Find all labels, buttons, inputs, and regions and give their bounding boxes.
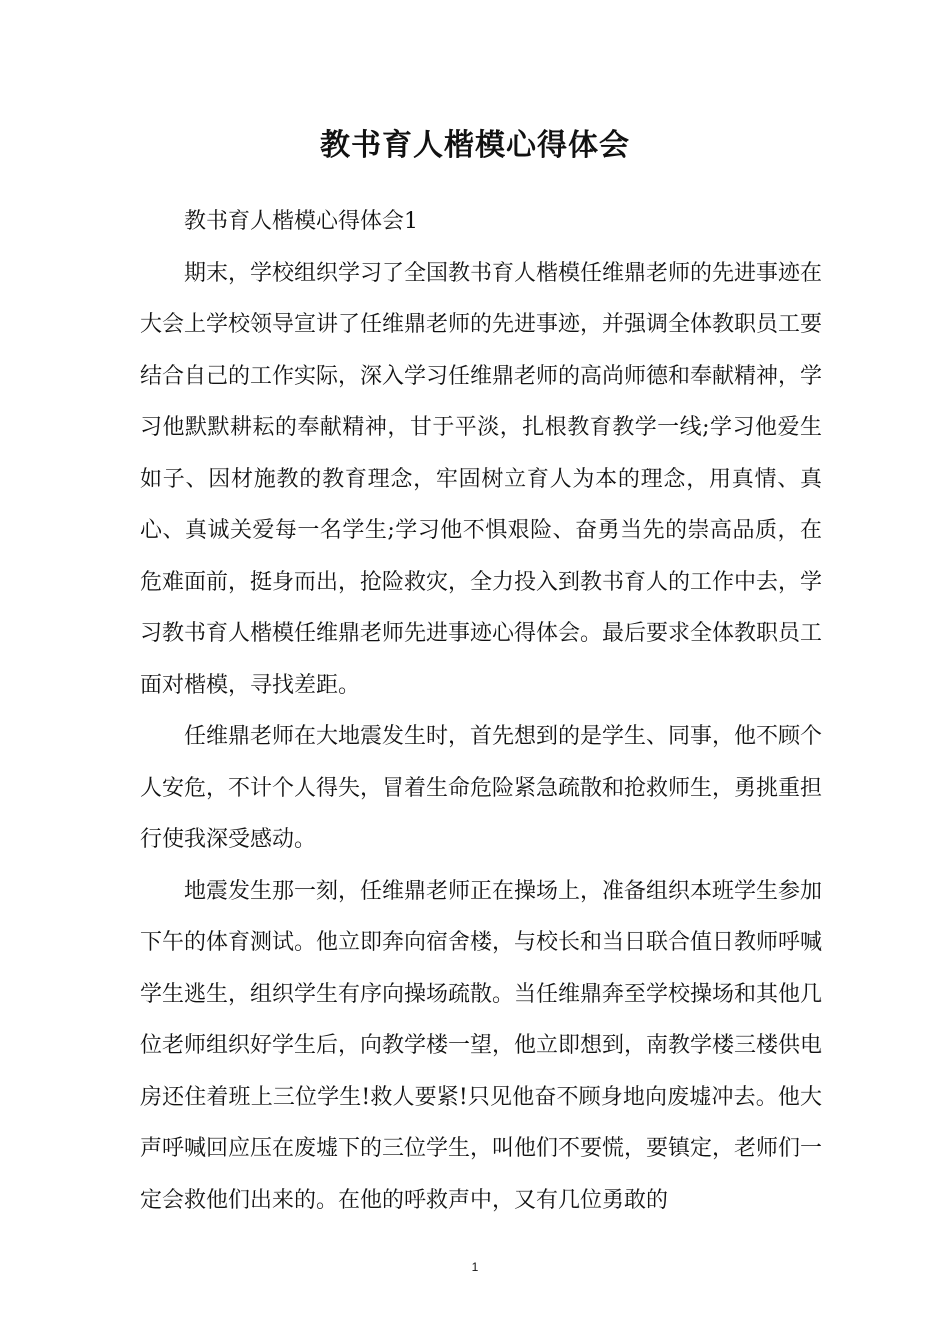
paragraph: 期末，学校组织学习了全国教书育人楷模任维鼎老师的先进事迹在大会上学校领导宣讲了任维鼎老师的先进事迹，并强调全体教职员工要结合自己的工作实际，深入学习任维鼎老师的高尚师德和奉献精神，学习他默默耕耘的奉献精神，甘于平淡，扎根教育教学一线;学习他爱生如子、因材施教的教育理念，牢固树立育人为本的理念，用真情、真心、真诚关爱每一名学生;学习他不惧艰险、奋勇当先的崇高品质，在危难面前，挺身而出，抢险救灾，全力投入到教书育人的工作中去，学习教书育人楷模任维鼎老师先进事迹心得体会。最后要求全体教职员工面对楷模，寻找差距。 — [140, 260, 823, 698]
document-body — [140, 196, 822, 1226]
document-title: 教书育人楷模心得体会 — [320, 128, 630, 163]
paragraph: 任维鼎老师在大地震发生时，首先想到的是学生、同事，他不顾个人安危，不计个人得失，冒着生命危险紧急疏散和抢救师生，勇挑重担行使我深受感动。 — [140, 724, 823, 852]
paragraph: 地震发生那一刻，任维鼎老师正在操场上，准备组织本班学生参加下午的体育测试。他立即奔向宿舍楼，与校长和当日联合值日教师呼喊学生逃生，组织学生有序向操场疏散。当任维鼎奔至学校操场和其他几位老师组织好学生后，向教学楼一望，他立即想到，南教学楼三楼供电房还住着班上三位学生!救人要紧!只见他奋不顾身地向废墟冲去。他大声呼喊回应压在废墟下的三位学生，叫他们不要慌，要镇定，老师们一定会救他们出来的。在他的呼救声中，又有几位勇敢的 — [140, 878, 823, 1213]
page-number: 1 — [471, 1260, 479, 1274]
section-heading: 教书育人楷模心得体会1 — [184, 209, 418, 234]
